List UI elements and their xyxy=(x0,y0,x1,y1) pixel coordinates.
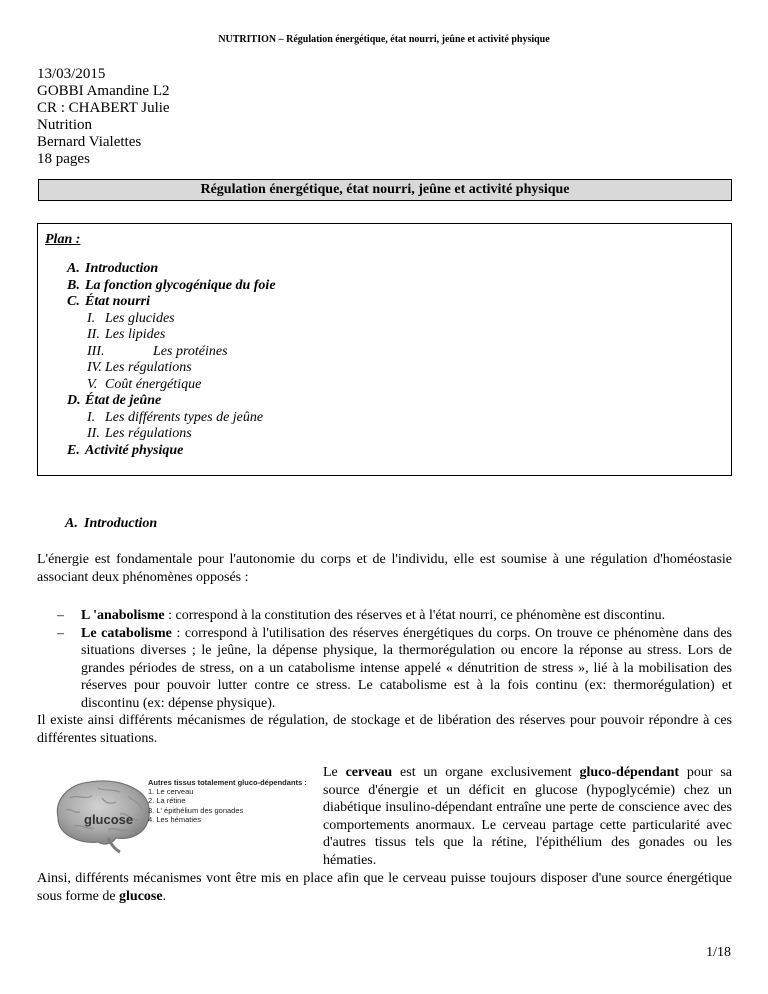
bullet-term: Le catabolisme xyxy=(81,625,172,641)
plan-subitem xyxy=(67,410,276,427)
plan-item-label: La fonction glycogénique du foie xyxy=(85,277,276,293)
plan-subitem-label: Les régulations xyxy=(105,426,192,441)
meta-cr: CR : CHABERT Julie xyxy=(37,100,170,116)
text-run: est un organe exclusivement xyxy=(392,765,580,780)
plan-subitem-label: Les glucides xyxy=(105,310,175,326)
conclusion-paragraph xyxy=(37,870,732,905)
figure-caption xyxy=(148,778,307,824)
plan-item xyxy=(67,261,276,278)
text-run: Le xyxy=(323,765,346,780)
bullet-catabolisme xyxy=(37,625,732,713)
text-run: pour sa source d'énergie et un déficit en glucose (hypoglycémie) chez un diabétique insulino-dépendant entraîne une perte de conscience avec des comportements anormaux. Le cerveau partage cette particularité avec d'autres tissus tels que la rétine, l'épithélium des gonades ou les hématies. xyxy=(323,765,733,868)
bold-term: cerveau xyxy=(345,765,393,780)
plan-item-letter: E. xyxy=(67,442,80,458)
meta-teacher: Bernard Vialettes xyxy=(37,134,142,150)
bullet-list xyxy=(37,607,732,712)
plan-subitem xyxy=(67,327,276,344)
text-run: . xyxy=(162,888,167,904)
plan-item-label: Activité physique xyxy=(85,442,184,458)
intro-paragraph: L'énergie est fondamentale pour l'autonomie du corps et de l'individu, elle est soumise à une régulation d'homéostasie associant deux phénomènes opposés : xyxy=(37,552,732,585)
plan-subitem xyxy=(67,360,276,377)
bullet-text: : correspond à la constitution des réserves et à l'état nourri, ce phénomène est discontinu. xyxy=(164,608,666,623)
page-number: 1/18 xyxy=(706,945,731,960)
caption-item: 2. La rétine xyxy=(148,796,186,806)
mechanisms-paragraph: Il existe ainsi différents mécanismes de régulation, de stockage et de libération des réserves pour pouvoir répondre à ces différentes situations. xyxy=(37,713,732,746)
bullet-term: L 'anabolisme xyxy=(81,608,165,623)
section-heading xyxy=(65,516,157,532)
plan-subitem-number: II. xyxy=(87,327,100,342)
plan-subitem-label: Les lipides xyxy=(105,327,166,342)
plan-item-letter: A. xyxy=(67,261,80,276)
running-header: NUTRITION – Régulation énergétique, état nourri, jeûne et activité physique xyxy=(218,34,550,45)
bold-term: glucose xyxy=(119,888,163,904)
caption-item: 4. Les hématies xyxy=(148,814,201,824)
plan-item-label: Introduction xyxy=(85,261,159,276)
plan-item xyxy=(67,294,276,311)
brain-label: glucose xyxy=(84,812,134,827)
plan-subitem xyxy=(67,426,276,443)
document-meta xyxy=(37,66,170,168)
plan-subitem xyxy=(67,344,276,361)
plan-item-label: État nourri xyxy=(85,294,150,309)
bold-term: gluco-dépendant xyxy=(579,765,680,780)
plan-subitem-number: III. xyxy=(87,343,105,359)
plan-subitem xyxy=(67,377,276,394)
plan-subitem-label: Les régulations xyxy=(105,360,192,375)
plan-item-label: État de jeûne xyxy=(85,393,162,408)
document-title: Régulation énergétique, état nourri, jeûne et activité physique xyxy=(38,179,732,201)
bullet-anabolisme xyxy=(37,607,732,625)
text-run: Ainsi, différents mécanismes vont être mis en place afin que le cerveau puisse toujours disposer d'une source énergétique sous forme de xyxy=(37,871,732,904)
plan-subitem-number: V. xyxy=(87,376,98,392)
caption-item: 1. Le cerveau xyxy=(148,787,194,797)
bullet-text: : correspond à l'utilisation des réserves énergétiques du corps. On trouve ce phénomène dans des situations diverses ; le jeûne, la dépense physique, la thermorégulation ou encore la réponse au stress. Lors de grandes périodes de stress, on a un catabolisme intense appelé « dénutrition de stress », lié à la mobilisation des réserves pour pouvoir lutter contre ce stress. Le catabolisme est à la fois continu (ex: thermorégulation) et discontinu (ex: dépense physique). xyxy=(81,625,732,711)
plan-item-letter: B. xyxy=(67,277,80,293)
bullet-dash: – xyxy=(57,625,64,641)
brain-paragraph xyxy=(323,764,732,869)
plan-list xyxy=(67,261,276,459)
plan-subitem-number: II. xyxy=(87,426,100,441)
bullet-dash: – xyxy=(57,608,64,623)
plan-subitem-number: I. xyxy=(87,409,96,425)
meta-pages: 18 pages xyxy=(37,151,90,167)
plan-subitem xyxy=(67,311,276,328)
plan-item xyxy=(67,278,276,295)
plan-item-letter: D. xyxy=(67,393,81,408)
plan-subitem-number: I. xyxy=(87,310,96,326)
plan-item xyxy=(67,393,276,410)
meta-subject: Nutrition xyxy=(37,117,92,133)
section-title: Introduction xyxy=(84,516,158,531)
meta-date: 13/03/2015 xyxy=(37,66,106,82)
plan-title: Plan : xyxy=(45,232,81,247)
section-letter: A. xyxy=(65,516,78,531)
plan-subitem-label: Les différents types de jeûne xyxy=(105,409,264,425)
plan-box xyxy=(37,223,732,476)
plan-item xyxy=(67,443,276,460)
meta-author: GOBBI Amandine L2 xyxy=(37,83,170,99)
plan-subitem-label: Coût énergétique xyxy=(105,376,202,392)
caption-item: 3. L' épithélium des gonades xyxy=(148,805,244,815)
caption-title: Autres tissus totalement gluco-dépendants : xyxy=(148,778,307,787)
plan-subitem-number: IV. xyxy=(87,360,102,375)
plan-item-letter: C. xyxy=(67,294,80,309)
plan-subitem-label: Les protéines xyxy=(153,343,228,359)
